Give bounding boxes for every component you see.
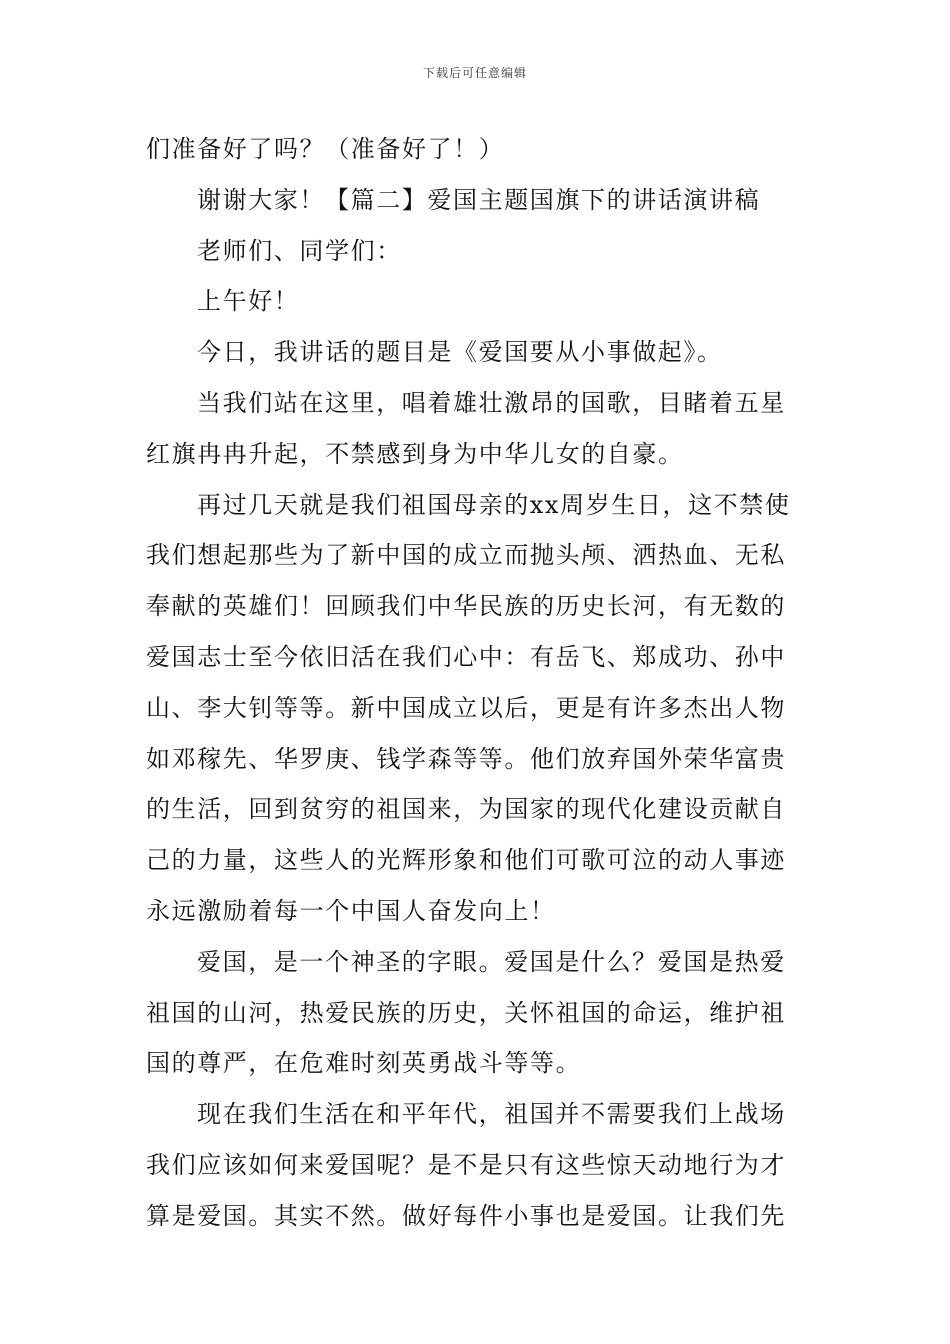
text-line: 们准备好了吗？（准备好了！） xyxy=(146,135,505,163)
text-line: 我们想起那些为了新中国的成立而抛头颅、洒热血、无私 xyxy=(146,541,786,570)
text-line: 今日，我讲话的题目是《爱国要从小事做起》。 xyxy=(197,338,723,367)
text-line: 算是爱国。其实不然。做好每件小事也是爱国。让我们先 xyxy=(146,1201,786,1230)
text-line: 红旗冉冉升起，不禁感到身为中华儿女的自豪。 xyxy=(146,439,684,468)
text-line: 谢谢大家！【篇二】爱国主题国旗下的讲话演讲稿 xyxy=(197,185,761,214)
text-line: 永远激励着每一个中国人奋发向上！ xyxy=(146,896,556,925)
text-line: 爱国志士至今依旧活在我们心中：有岳飞、郑成功、孙中 xyxy=(146,642,786,671)
text-line: 现在我们生活在和平年代，祖国并不需要我们上战场 xyxy=(197,1100,786,1129)
text-line: 的生活，回到贫穷的祖国来，为国家的现代化建设贡献自 xyxy=(146,795,786,824)
text-line: 我们应该如何来爱国呢？是不是只有这些惊天动地行为才 xyxy=(146,1150,786,1179)
text-line: 山、李大钊等等。新中国成立以后，更是有许多杰出人物 xyxy=(146,693,786,722)
text-line: 爱国，是一个神圣的字眼。爱国是什么？爱国是热爱 xyxy=(197,947,786,976)
text-line: 祖国的山河，热爱民族的历史，关怀祖国的命运，维护祖 xyxy=(146,998,786,1027)
text-line: 老师们、同学们： xyxy=(197,236,402,265)
text-line: 再过几天就是我们祖国母亲的xx周岁生日，这不禁使 xyxy=(197,490,791,519)
text-line: 奉献的英雄们！回顾我们中华民族的历史长河，有无数的 xyxy=(146,592,786,621)
text-line: 当我们站在这里，唱着雄壮激昂的国歌，目睹着五星 xyxy=(197,388,786,417)
text-line: 己的力量，这些人的光辉形象和他们可歌可泣的动人事迹 xyxy=(146,846,786,875)
document-body xyxy=(146,124,808,1242)
text-line: 如邓稼先、华罗庚、钱学森等等。他们放弃国外荣华富贵 xyxy=(146,744,786,773)
text-line: 国的尊严，在危难时刻英勇战斗等等。 xyxy=(146,1049,582,1078)
page-header: 下载后可任意编辑 xyxy=(422,66,527,80)
text-line: 上午好！ xyxy=(197,287,300,316)
